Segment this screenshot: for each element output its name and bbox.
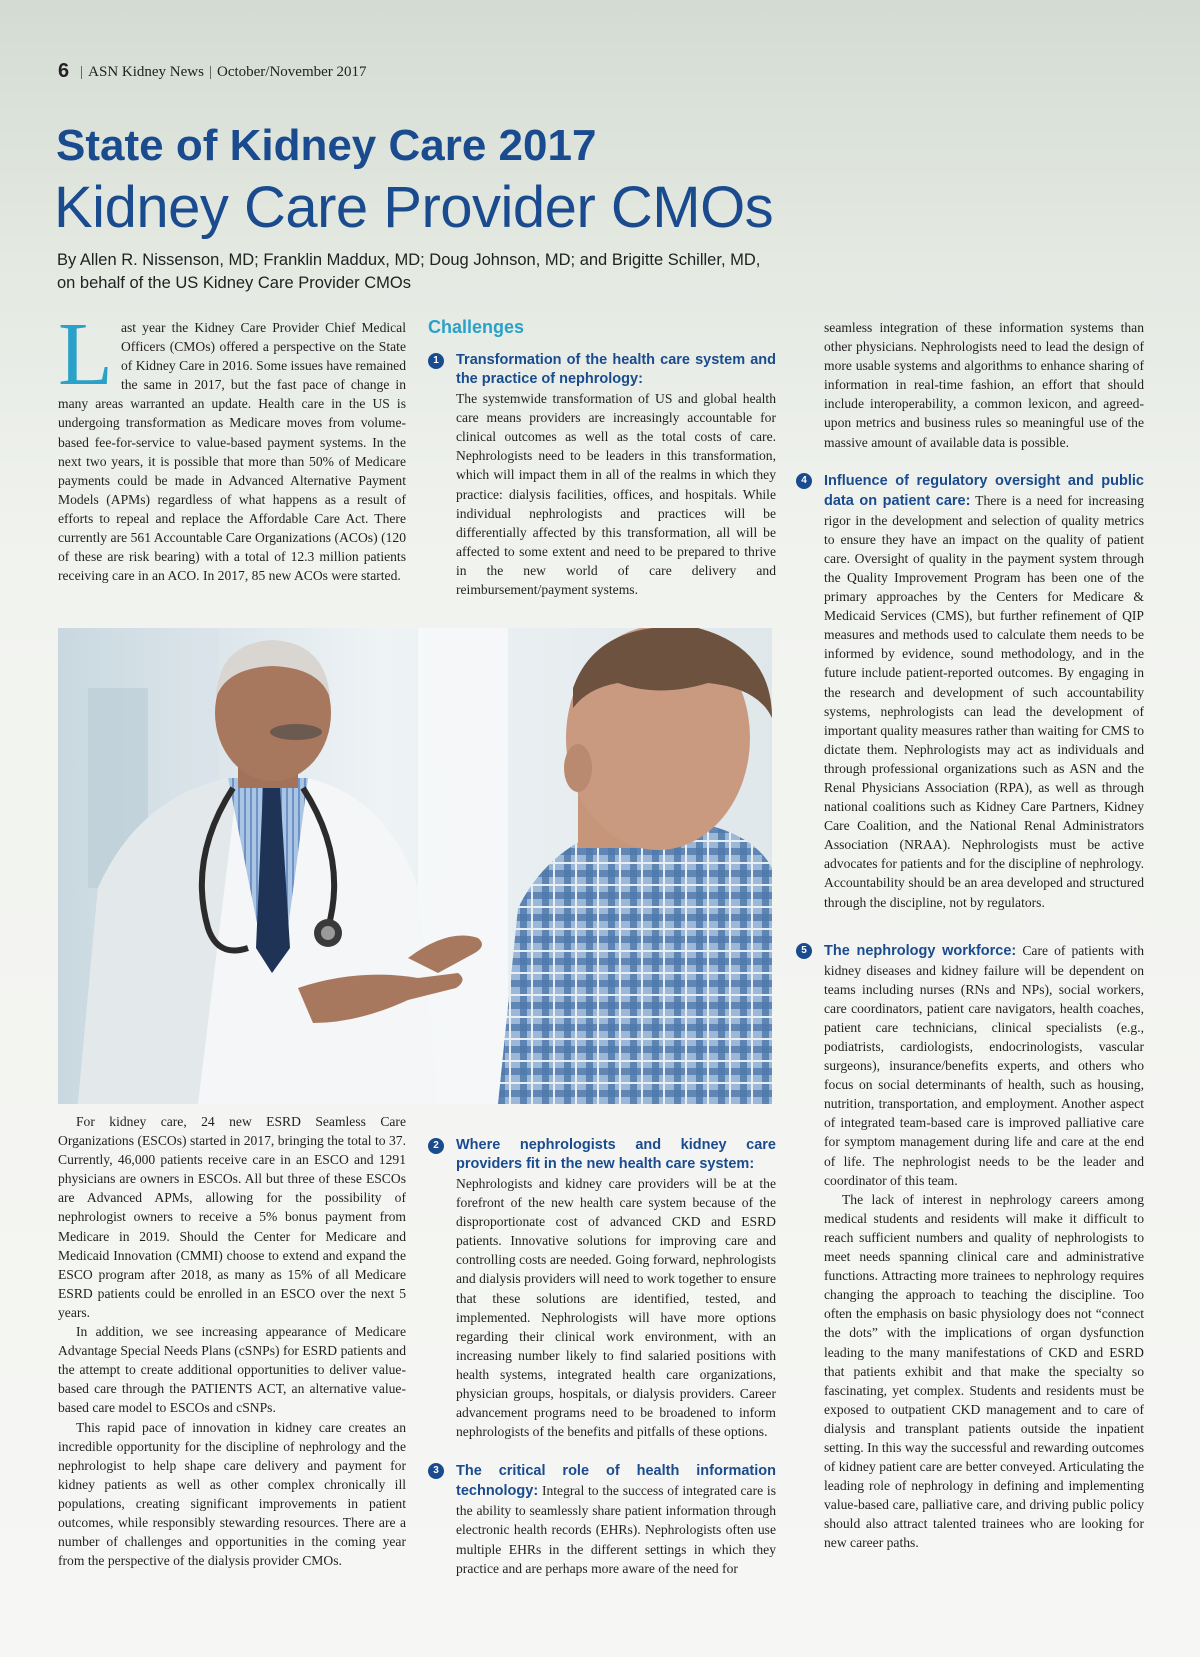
paragraph-escos: For kidney care, 24 new ESRD Seamless Care Organizations (ESCOs) started in 2017, bringing the total to 37. Currently, 46,000 patients receive care in an ESCO and 1291 physicians are owners in ESCOs. All but three of these ESCOs are Advanced APMs, allowing for the possibility of nephrologist owners to receive a 5% bonus payment from Medicare in 2019. Should the Center for Medicare and Medicaid Innovation (CMMI) choose to extend and expand the ESCO program after 2018, as many as 15% of all Medicare ESRD patients could be enrolled in an ESCO over the next 5 years. xyxy=(58,1114,406,1320)
byline-affiliation: on behalf of the US Kidney Care Provider CMOs xyxy=(57,274,412,292)
section-heading-challenges: Challenges xyxy=(428,317,525,337)
intro-paragraph: Last year the Kidney Care Provider Chief Medical Officers (CMOs) offered a perspective on the State of Kidney Care in 2016. Some issues have remained the same in 2017, but the fast pace of change in many areas warranted an update. Health care in the US is undergoing transformation as Medicare moves from volume-based fee-for-service to value-based payment systems. In the next two years, it is possible that more than 50% of Medicare payments could be made in Advanced Alternative Payment Models (APMs) regardless of what happens as a result of efforts to repeal and replace the Affordable Care Act. There currently are 561 Accountable Care Organizations (ACOs) (120 of these are risk bearing) with a total of 12.3 million patients receiving care in an ACO. In 2017, 85 new ACOs were started. xyxy=(58,305,407,584)
doctor-patient-photo xyxy=(58,628,772,1104)
lower-left-column xyxy=(58,1112,406,1570)
challenge-text-3: Integral to the success of integrated care is the ability to seamlessly share patient information through electronic health records (EHRs). Nephrologists often use multiple EHRs in the different settings in which they practice and are perhaps more aware of the need for xyxy=(456,1483,776,1576)
number-badge-5: 5 xyxy=(796,943,812,959)
challenge-text-3-continued: seamless integration of these information systems than other physicians. Nephrologists need to lead the design of more usable systems and algorithms to enhance sharing of information in real-time fashion, an effort that should include interoperability, a common lexicon, and agreed-upon metrics and business rules so meaningful use of the massive amount of available data is possible. xyxy=(824,320,1144,450)
paragraph-innovation: This rapid pace of innovation in kidney care creates an incredible opportunity for the discipline of nephrology and the nephrologist to help shape care delivery and payment for kidney patients as well as other complex chronically ill populations, creating significant improvements in patient outcomes, while responsibly stewarding resources. There are a number of challenges and opportunities in the coming year from the perspective of the dialysis provider CMOs. xyxy=(58,1419,406,1569)
challenge-heading-1: Transformation of the health care system and the practice of nephrology: xyxy=(456,352,776,388)
page-number: 6 xyxy=(58,60,70,82)
challenge-item-1 xyxy=(428,351,776,599)
issue-date: October/November 2017 xyxy=(216,64,367,80)
challenge-text-4: There is a need for increasing rigor in the development and selection of quality metrics to ensure they have an impact on the quality of patient care. Oversight of quality in the payment system through the Quality Improvement Program has been one of the primary approaches by the Centers for Medicare & Medicaid Services (CMS), but further refinement of QIP measures and methods used to calculate them needs to be informed by evidence, sound methodology, and in the future include patient-reported outcomes. By engaging in the research and development of such accountability systems, nephrologists can lead the development of important quality measures rather than waiting for CMS to dictate them. Nephrologists may act as individuals and through professional organizations such as ASN and the Renal Physicians Association (RPA), as well as through national coalitions such as Kidney Care Partners, Kidney Care Coalition, and the National Renal Administrators Association (NRAA). Nephrologists must be active advocates for patients and for the discipline of nephrology. Accountability should be an area developed and structured through the discipline, not by regulators. xyxy=(824,492,1145,910)
number-badge-3: 3 xyxy=(428,1463,444,1479)
challenge-text-1: The systemwide transformation of US and global health care means providers are increasingly accountable for clinical outcomes as well as the total costs of care. Nephrologists need to be leaders in this transformation, which will impact them in all of the realms in which they practice: dialysis facilities, offices, and hospitals. While individual nephrologists and practices will be differentially affected by this transformation, all will be affected to some extent and need to be prepared to thrive in the new world of care delivery and reimbursement/payment systems. xyxy=(456,391,776,598)
article-main-title: Kidney Care Provider CMOs xyxy=(54,175,774,240)
intro-column xyxy=(58,305,407,585)
challenge-item-3 xyxy=(428,1461,776,1577)
paragraph-workforce-trainees: The lack of interest in nephrology careers among medical students and residents will make it difficult to reach sufficient numbers and quality of nephrologists to meet needs spanning clinical care and administrative functions. Attracting more trainees to nephrology requires changing the approach to teaching the discipline. Too often the emphasis on basic physiology does not “connect the dots” with the implications of organ dysfunction leading to the many manifestations of CKD and ESRD that patients exhibit and that make the specialty so fascinating, yet complex. Students and residents must be exposed to outpatient CKD management and to care of dialysis and transplant patients outside the inpatient setting. In this way the successful and rewarding outcomes of kidney patient care are better conveyed. Articulating the leading role of nephrology in defining and implementing value-based care, palliative care, and driving public policy should also attract talented trainees who are looking for new career paths. xyxy=(824,1191,1144,1551)
challenge-heading-2: Where nephrologists and kidney care providers fit in the new health care system: xyxy=(456,1137,776,1172)
challenges-column-bottom xyxy=(428,1136,776,1578)
running-header: 6 | ASN Kidney News | October/November 2017 xyxy=(58,60,367,82)
challenge-heading-4: Influence of regulatory oversight and public data on patient care: xyxy=(824,472,1144,509)
right-column xyxy=(796,318,1144,1553)
challenge-text-5: Care of patients with kidney diseases and kidney failure will be dependent on teams including nurses (RNs and NPs), social workers, care coordinators, patient care navigators, health coaches, patient care technicians, clinical specialists (e.g., podiatrists, cardiologists, endocrinologists, vascular surgeons), insurance/benefits experts, and others who focus on social determinants of health, such as housing, nutrition, transportation, and employment. Another aspect of integrated team-based care is improved palliative care for symptom management during life and care at the end of life. The nephrologist needs to be the leader and coordinator of this team. xyxy=(824,942,1144,1188)
byline xyxy=(57,249,760,295)
challenge-item-4 xyxy=(796,471,1144,912)
challenge-text-2: Nephrologists and kidney care providers will be at the forefront of the new health care system because of the disproportionate cost of advanced CKD and ESRD patients. Innovative solutions for improving care and controlling costs are needed. Going forward, nephrologists and dialysis providers will need to work together to ensure that these solutions are identified, tested, and implemented. Nephrologists will have more options regarding their clinical work environment, with an increasing number likely to find salaried positions with health systems, integrated health care organizations, physician groups, hospitals, or dialysis providers. Career advancement programs need to be broadened to inform nephrologists of the benefits and pitfalls of these options. xyxy=(456,1176,776,1440)
paragraph-csnps: In addition, we see increasing appearance of Medicare Advantage Special Needs Plans (cSNPs) for ESRD patients and the attempt to create additional opportunities to deliver value-based care through the PATIENTS ACT, an alternative value-based care model to ESCOs and cSNPs. xyxy=(58,1324,406,1416)
challenge-heading-3: The critical role of health information technology: xyxy=(456,1463,776,1500)
number-badge-1: 1 xyxy=(428,353,444,369)
drop-cap: L xyxy=(58,305,113,404)
number-badge-4: 4 xyxy=(796,473,812,489)
number-badge-2: 2 xyxy=(428,1138,444,1154)
challenge-item-5 xyxy=(796,941,1144,1553)
challenges-column-top xyxy=(428,318,776,599)
challenge-heading-5: The nephrology workforce: xyxy=(824,942,1017,959)
challenge-item-2 xyxy=(428,1136,776,1441)
byline-authors: By Allen R. Nissenson, MD; Franklin Maddux, MD; Doug Johnson, MD; and Brigitte Schiller, MD, xyxy=(57,251,761,269)
article-kicker-title: State of Kidney Care 2017 xyxy=(56,121,597,170)
publication-name: ASN Kidney News xyxy=(88,64,204,80)
